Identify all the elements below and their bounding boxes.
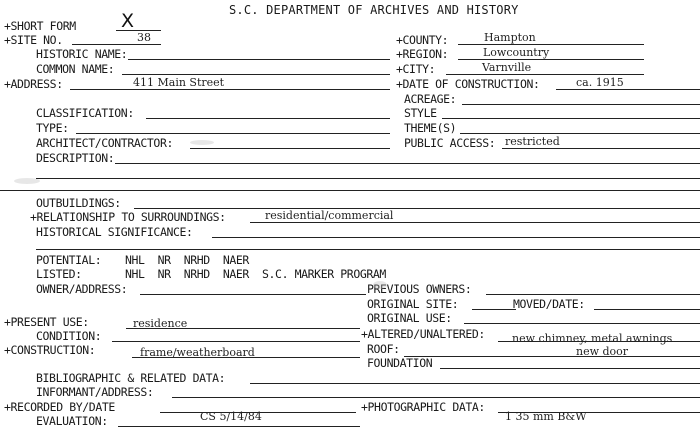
address-value: 411 Main Street xyxy=(133,76,225,89)
county-label: +COUNTY: xyxy=(396,33,449,47)
outbuildings-line xyxy=(134,208,700,209)
historic-name-line xyxy=(128,59,390,60)
previous-owners-label: PREVIOUS OWNERS: xyxy=(367,282,472,296)
foundation-label: FOUNDATION xyxy=(367,356,433,370)
original-site-line xyxy=(472,309,516,310)
evaluation-line xyxy=(118,426,360,427)
present-use-label: +PRESENT USE: xyxy=(4,315,89,329)
photographic-line xyxy=(498,412,700,413)
foundation-line xyxy=(440,368,700,369)
listed-label: LISTED: xyxy=(36,267,82,281)
city-line xyxy=(446,74,644,75)
description-line xyxy=(115,163,700,164)
public-access-value: restricted xyxy=(505,135,560,148)
scan-smudge xyxy=(14,178,40,184)
common-name-line xyxy=(122,74,390,75)
historic-name-label: HISTORIC NAME: xyxy=(36,47,128,61)
present-use-value: residence xyxy=(133,317,188,330)
type-label: TYPE: xyxy=(36,121,69,135)
roof-label: ROOF: xyxy=(367,342,400,356)
region-line xyxy=(458,59,644,60)
scan-smudge xyxy=(373,281,387,289)
historical-significance-line-2 xyxy=(36,249,700,250)
public-access-label: PUBLIC ACCESS: xyxy=(404,136,496,150)
type-line xyxy=(76,133,390,134)
relationship-label: +RELATIONSHIP TO SURROUNDINGS: xyxy=(30,210,226,224)
relationship-line xyxy=(250,222,700,223)
construction-line xyxy=(132,357,360,358)
region-label: +REGION: xyxy=(396,47,449,61)
description-label: DESCRIPTION: xyxy=(36,151,115,165)
original-use-line xyxy=(464,323,700,324)
common-name-label: COMMON NAME: xyxy=(36,62,115,76)
photographic-label: +PHOTOGRAPHIC DATA: xyxy=(361,400,485,414)
historical-significance-label: HISTORICAL SIGNIFICANCE: xyxy=(36,225,193,239)
date-construction-label: +DATE OF CONSTRUCTION: xyxy=(396,77,540,91)
evaluation-label: EVALUATION: xyxy=(36,414,108,428)
address-label: +ADDRESS: xyxy=(4,77,63,91)
county-value: Hampton xyxy=(484,31,536,44)
outbuildings-label: OUTBUILDINGS: xyxy=(36,196,121,210)
style-label: STYLE xyxy=(404,106,437,120)
site-no-line xyxy=(72,44,161,45)
moved-date-line xyxy=(594,309,700,310)
historical-significance-line xyxy=(212,237,700,238)
acreage-label: ACREAGE: xyxy=(404,92,457,106)
themes-line xyxy=(460,133,700,134)
county-line xyxy=(458,44,644,45)
roof-value: new door xyxy=(576,345,629,358)
bibliographic-label: BIBLIOGRAPHIC & RELATED DATA: xyxy=(36,371,226,385)
site-no-label: +SITE NO. xyxy=(4,33,63,47)
potential-label: POTENTIAL: xyxy=(36,253,102,267)
condition-label: CONDITION: xyxy=(36,329,102,343)
city-value: Varnville xyxy=(482,61,532,74)
altered-line xyxy=(498,341,700,342)
moved-date-label: MOVED/DATE: xyxy=(513,297,585,311)
informant-label: INFORMANT/ADDRESS: xyxy=(36,385,154,399)
public-access-line xyxy=(502,148,700,149)
date-construction-value: ca. 1915 xyxy=(576,76,624,89)
style-line xyxy=(442,118,700,119)
architect-label: ARCHITECT/CONTRACTOR: xyxy=(36,136,173,150)
construction-value: frame/weatherboard xyxy=(140,346,255,359)
recorded-by-value: CS 5/14/84 xyxy=(200,410,262,423)
short-form-mark: X xyxy=(121,10,135,32)
condition-line xyxy=(112,341,360,342)
roof-line xyxy=(404,356,700,357)
architect-line xyxy=(190,148,390,149)
recorded-by-label: +RECORDED BY/DATE xyxy=(4,400,115,414)
construction-label: +CONSTRUCTION: xyxy=(4,343,96,357)
form-title: S.C. DEPARTMENT OF ARCHIVES AND HISTORY xyxy=(229,3,519,17)
address-line xyxy=(70,89,390,90)
original-site-label: ORIGINAL SITE: xyxy=(367,297,459,311)
photographic-value: 1 35 mm B&W xyxy=(505,410,587,423)
themes-label: THEME(S) xyxy=(404,121,457,135)
owner-address-line xyxy=(140,294,366,295)
altered-value: new chimney, metal awnings xyxy=(512,332,673,345)
altered-label: +ALTERED/UNALTERED: xyxy=(361,327,485,341)
previous-owners-line xyxy=(486,294,700,295)
scan-smudge xyxy=(190,140,214,145)
region-value: Lowcountry xyxy=(483,46,550,59)
original-use-label: ORIGINAL USE: xyxy=(367,311,452,325)
classification-line xyxy=(146,118,390,119)
acreage-line xyxy=(462,104,700,105)
present-use-line xyxy=(126,328,360,329)
classification-label: CLASSIFICATION: xyxy=(36,106,134,120)
section-divider-1 xyxy=(0,190,700,191)
listed-options: NHL NR NRHD NAER S.C. MARKER PROGRAM xyxy=(125,267,386,281)
recorded-by-line xyxy=(160,412,356,413)
short-form-label: +SHORT FORM xyxy=(4,19,76,33)
site-no-value: 38 xyxy=(137,31,151,44)
bibliographic-line xyxy=(250,383,700,384)
relationship-value: residential/commercial xyxy=(265,209,394,222)
informant-line xyxy=(172,397,700,398)
date-construction-line xyxy=(556,89,700,90)
description-line-2 xyxy=(36,178,700,179)
owner-address-label: OWNER/ADDRESS: xyxy=(36,282,128,296)
potential-options: NHL NR NRHD NAER xyxy=(125,253,249,267)
city-label: +CITY: xyxy=(396,62,436,76)
